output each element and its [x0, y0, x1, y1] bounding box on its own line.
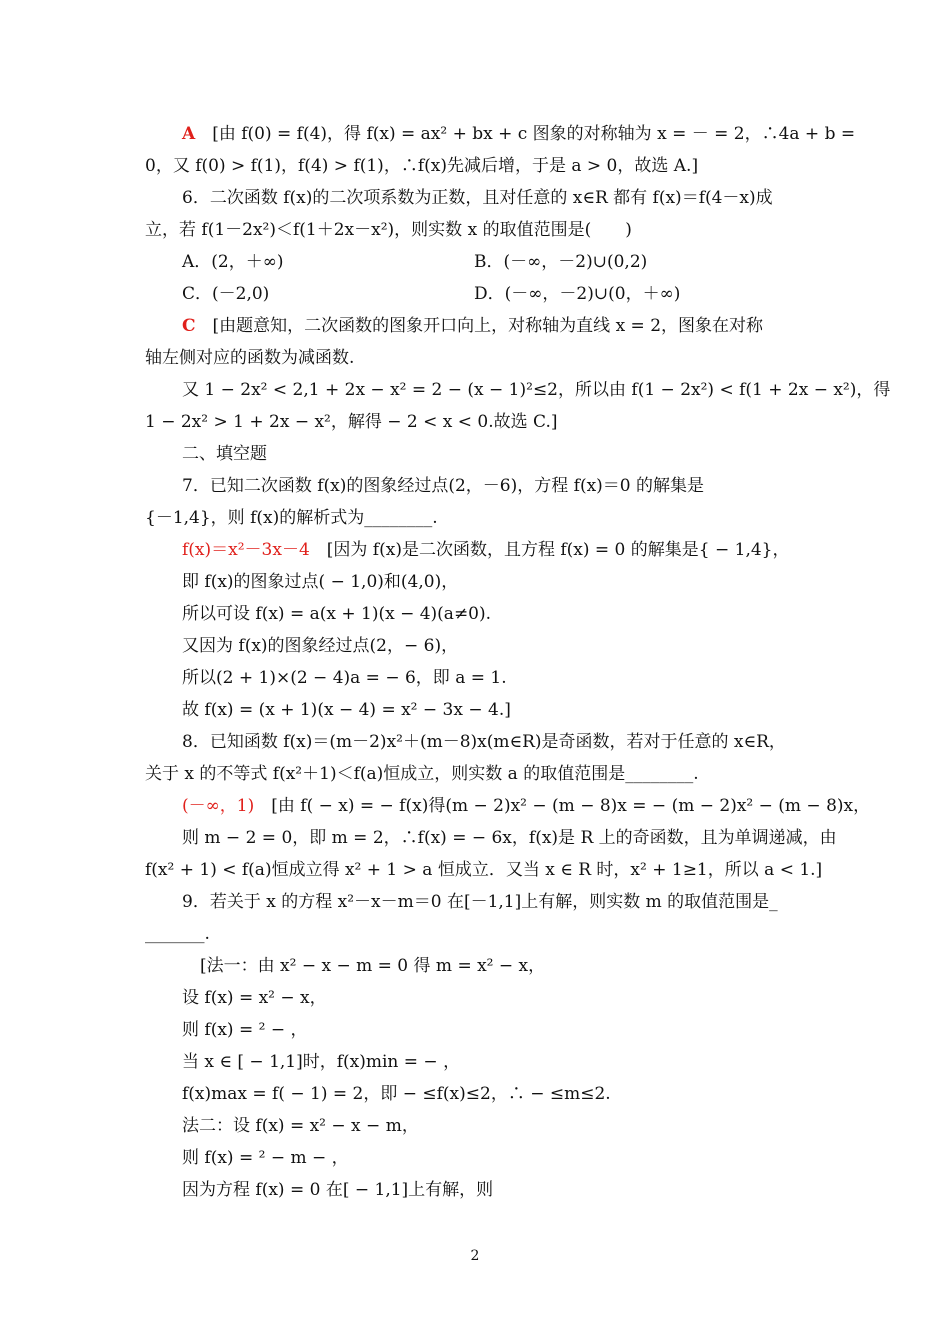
- solution-9-line-4: 当 x ∈ [ − 1,1]时，f(x)min = − ，: [182, 1052, 461, 1072]
- option-c: C．(－2,0): [182, 284, 270, 304]
- solution-7-line-1: f(x)＝x²－3x－4 [因为 f(x)是二次函数，且方程 f(x) = 0 的解集是{ − 1,4}，: [182, 540, 790, 560]
- option-b: B．(－∞，－2)∪(0,2): [474, 252, 648, 272]
- solution-9-line-2: 设 f(x) = x² − x，: [182, 988, 327, 1008]
- question-9-line-2: _______.: [145, 924, 210, 944]
- question-8-line-2: 关于 x 的不等式 f(x²＋1)＜f(a)恒成立，则实数 a 的取值范围是________.: [145, 764, 699, 784]
- question-9-line-1: 9．若关于 x 的方程 x²－x－m＝0 在[－1,1]上有解，则实数 m 的取值范围是_: [182, 892, 778, 912]
- solution-7-line-2: 即 f(x)的图象过点( − 1,0)和(4,0)，: [182, 572, 459, 592]
- answer-text: f(x)＝x²－3x－4: [182, 540, 310, 560]
- solution-6-line-2: 轴左侧对应的函数为减函数.: [145, 348, 355, 368]
- section-heading: 二、填空题: [182, 444, 267, 464]
- solution-8-line-2: 则 m − 2 = 0，即 m = 2，∴f(x) = − 6x，f(x)是 R 上的奇函数，且为单调递减，由: [182, 828, 837, 848]
- question-6-line-1: 6．二次函数 f(x)的二次项系数为正数，且对任意的 x∈R 都有 f(x)＝f(4－x)成: [182, 188, 773, 208]
- solution-7-line-5: 所以(2 + 1)×(2 − 4)a = − 6，即 a = 1.: [182, 668, 507, 688]
- solution-7-line-3: 所以可设 f(x) = a(x + 1)(x − 4)(a≠0).: [182, 604, 492, 624]
- page-number: 2: [470, 1248, 480, 1264]
- solution-9-line-6: 法二：设 f(x) = x² − x − m，: [182, 1116, 419, 1136]
- solution-9-line-1: [法一：由 x² − x − m = 0 得 m = x² − x，: [200, 956, 546, 976]
- solution-8-line-1: (－∞，1) [由 f( − x) = − f(x)得(m − 2)x² − (m − 8)x = − (m − 2)x² − (m − 8)x，: [182, 796, 871, 816]
- question-7-line-2: {－1,4}，则 f(x)的解析式为________.: [145, 508, 438, 528]
- solution-7-line-6: 故 f(x) = (x + 1)(x − 4) = x² − 3x − 4.]: [182, 700, 511, 720]
- option-a: A．(2，＋∞): [182, 252, 284, 272]
- solution-9-line-8: 因为方程 f(x) = 0 在[ − 1,1]上有解，则: [182, 1180, 494, 1200]
- solution-6-line-4: 1 − 2x² > 1 + 2x − x²，解得 − 2 < x < 0.故选 C.]: [145, 412, 558, 432]
- answer-letter: A: [182, 124, 196, 144]
- solution-9-line-3: 则 f(x) = ² − ，: [182, 1020, 308, 1040]
- solution-6-line-3: 又 1 − 2x² < 2,1 + 2x − x² = 2 − (x − 1)²≤2，所以由 f(1 − 2x²) < f(1 + 2x − x²)，得: [182, 380, 891, 400]
- solution-5-line-2: 0，又 f(0) > f(1)，f(4) > f(1)，∴f(x)先减后增，于是 a > 0，故选 A.]: [145, 156, 699, 176]
- solution-6-line-1: C [由题意知，二次函数的图象开口向上，对称轴为直线 x = 2，图象在对称: [182, 316, 764, 336]
- question-7-line-1: 7．已知二次函数 f(x)的图象经过点(2，－6)，方程 f(x)＝0 的解集是: [182, 476, 705, 496]
- solution-9-line-5: f(x)max = f( − 1) = 2，即 − ≤f(x)≤2，∴ − ≤m≤2.: [182, 1084, 611, 1104]
- solution-9-line-7: 则 f(x) = ² − m − ，: [182, 1148, 349, 1168]
- solution-7-line-4: 又因为 f(x)的图象经过点(2，− 6)，: [182, 636, 459, 656]
- solution-8-line-3: f(x² + 1) < f(a)恒成立得 x² + 1 > a 恒成立．又当 x ∈ R 时，x² + 1≥1，所以 a < 1.]: [145, 860, 823, 880]
- answer-text: (－∞，1): [182, 796, 255, 816]
- question-6-line-2: 立，若 f(1－2x²)＜f(1＋2x－x²)，则实数 x 的取值范围是( ): [145, 220, 632, 240]
- solution-5-line-1: A [由 f(0) = f(4)，得 f(x) = ax² + bx + c 图象的对称轴为 x = － = 2，∴4a + b =: [182, 124, 856, 144]
- question-8-line-1: 8．已知函数 f(x)＝(m－2)x²＋(m－8)x(m∈R)是奇函数，若对于任意的 x∈R，: [182, 732, 786, 752]
- answer-letter: C: [182, 316, 196, 336]
- option-d: D．(－∞，－2)∪(0，＋∞): [474, 284, 681, 304]
